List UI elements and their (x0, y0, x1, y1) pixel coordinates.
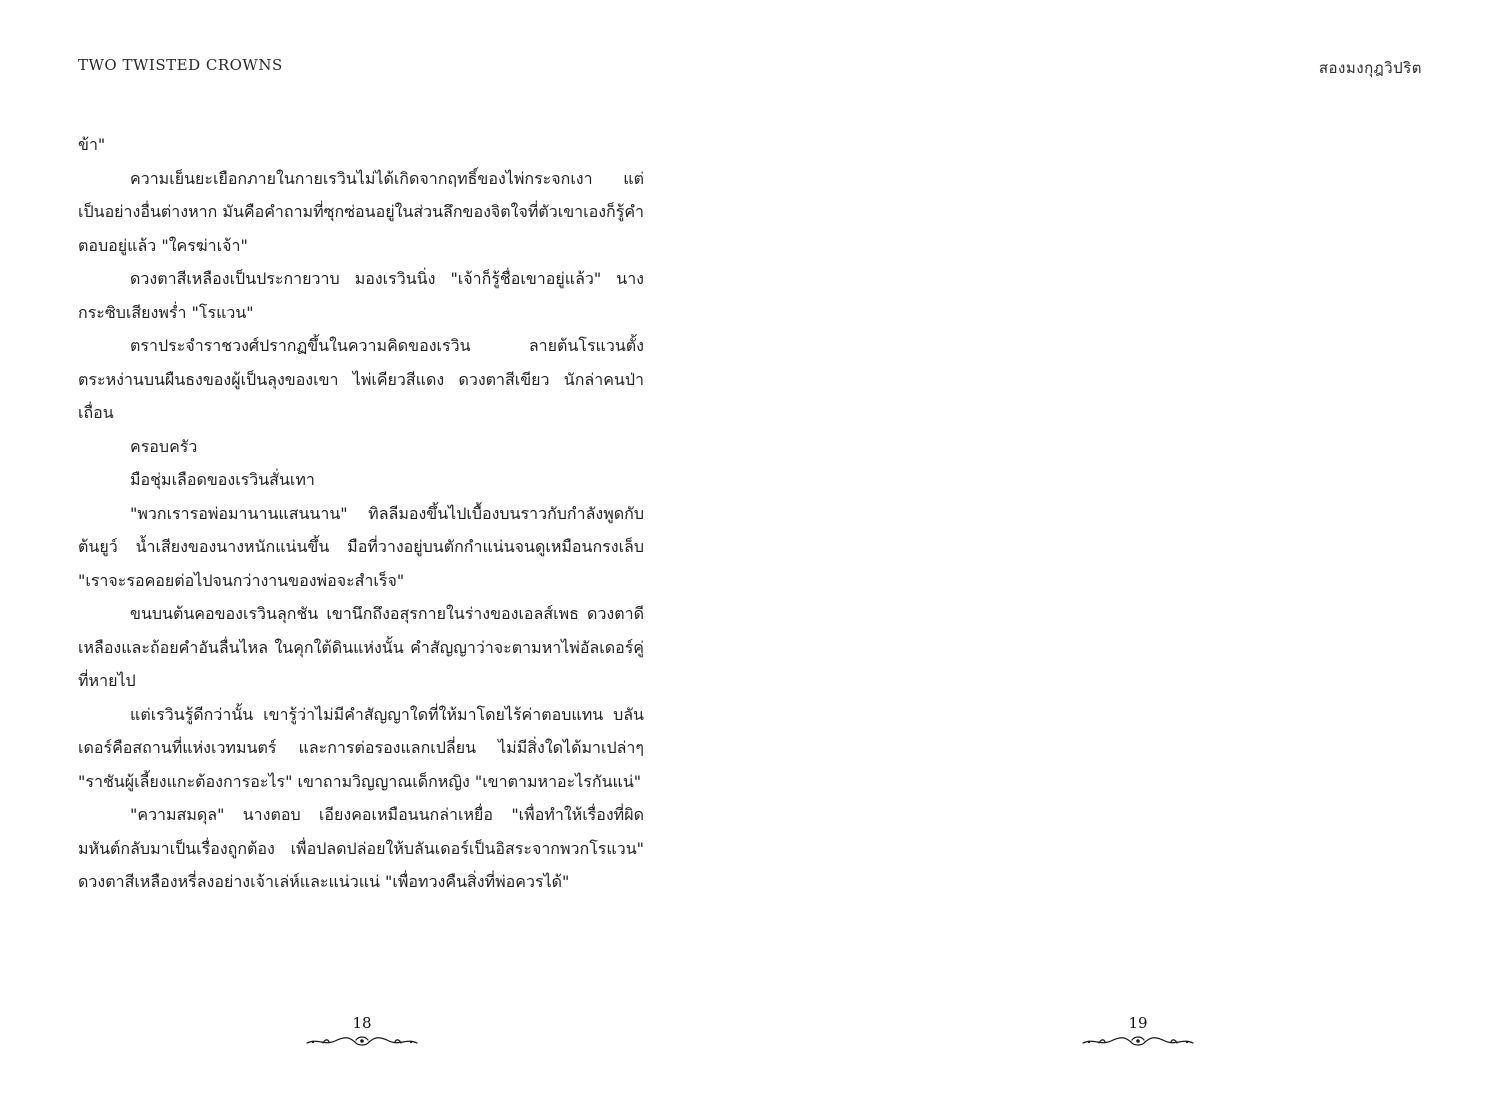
paragraph: "พวกเรารอพ่อมานานแสนนาน" ทิลลีมองขึ้นไปเบื้องบนราวกับกำลังพูดกับต้นยูว์ น้ำเสียงของนางหนักแน่นขึ้น มือที่วางอยู่บนตักกำแน่นจนดูเหมือนกรงเล็บ "เราจะรอคอยต่อไปจนกว่างานของพ่อจะสำเร็จ" (78, 503, 644, 590)
paragraph: ข้า" (78, 135, 106, 154)
paragraph: ขนบนต้นคอของเรวินลุกชัน เขานึกถึงอสุรกายในร่างของเอลส์เพธ ดวงตาดีเหลืองและถ้อยคำอันลื่นไหล ในคุกใต้ดินแห่งนั้น คำสัญญาว่าจะตามหาไพ่อัลเดอร์คู่ที่หายไป (78, 604, 644, 690)
paragraph: มือชุ่มเลือดของเรวินสั่นเทา (130, 470, 315, 489)
folio-right (1073, 1014, 1203, 1048)
right-page (750, 0, 1500, 1104)
flourish-ornament-icon (1081, 1034, 1195, 1048)
page-number: 18 (352, 1014, 372, 1032)
page-number: 19 (1128, 1014, 1148, 1032)
paragraph: ดวงตาสีเหลืองเป็นประกายวาบ มองเรวินนิ่ง "เจ้าก็รู้ชื่อเขาอยู่แล้ว" นางกระซิบเสียงพร่ำ "โรแวน" (78, 269, 644, 322)
paragraph: "ความสมดุล" นางตอบ เอียงคอเหมือนนกล่าเหยื่อ "เพื่อทำให้เรื่องที่ผิดมหันต์กลับมาเป็นเรื่องถูกต้อง เพื่อปลดปล่อยให้บลันเดอร์เป็นอิสระจากพวกโรแวน" ดวงตาสีเหลืองหรี่ลงอย่างเจ้าเล่ห์และแน่วแน่ "เพื่อทวงคืนสิ่งที่พ่อควรได้" (78, 805, 644, 891)
running-head-left: TWO TWISTED CROWNS (78, 56, 283, 74)
paragraph: ความเย็นยะเยือกภายในกายเรวินไม่ได้เกิดจากฤทธิ์ของไพ่กระจกเงา แต่เป็นอย่างอื่นต่างหาก มันคือคำถามที่ซุกซ่อนอยู่ในส่วนลึกของจิตใจที่ตัวเขาเองก็รู้คำตอบอยู่แล้ว "ใครฆ่าเจ้า" (78, 168, 644, 255)
flourish-ornament-icon (305, 1034, 419, 1048)
running-head-right: สองมงกุฎวิปริต (1318, 59, 1422, 77)
folio-left (297, 1014, 427, 1048)
paragraph: ครอบครัว (130, 436, 198, 456)
paragraph: แต่เรวินรู้ดีกว่านั้น เขารู้ว่าไม่มีคำสัญญาใดที่ให้มาโดยไร้ค่าตอบแทน บลันเดอร์คือสถานที่แห่งเวทมนตร์ และการต่อรองแลกเปลี่ยน ไม่มีสิ่งใดได้มาเปล่าๆ "ราชันผู้เลี้ยงแกะต้องการอะไร" เขาถามวิญญาณเด็กหญิง "เขาตามหาอะไรกันแน่" (78, 704, 644, 791)
body-text (78, 128, 644, 899)
paragraph: ตราประจำราชวงศ์ปรากฏขึ้นในความคิดของเรวิน ลายต้นโรแวนตั้งตระหง่านบนผืนธงของผู้เป็นลุงของเขา ไพ่เคียวสีแดง ดวงตาสีเขียว นักล่าคนป่าเถื่อน (78, 336, 644, 422)
